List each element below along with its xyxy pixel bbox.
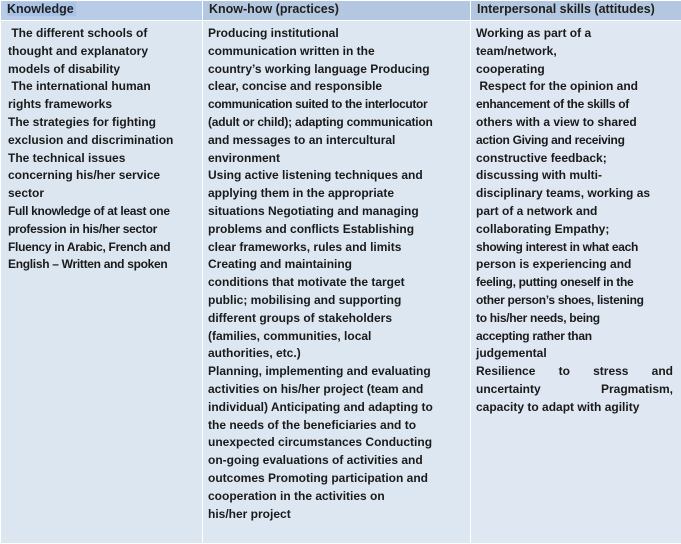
knowledge-line: concerning his/her service <box>8 168 161 183</box>
knowledge-line: The different schools of <box>8 26 148 40</box>
knowhow-line: problems and conflicts Establishing <box>208 221 415 236</box>
knowhow-line: authorities, etc.) <box>208 346 301 361</box>
knowhow-line: Planning, implementing and evaluating <box>208 364 431 379</box>
header-knowledge-label: Knowledge <box>7 2 74 16</box>
knowledge-cell <box>1 21 203 544</box>
knowledge-line: The international human <box>8 79 151 94</box>
interpersonal-line: enhancement of the skills of <box>476 97 629 112</box>
header-knowledge <box>1 1 203 21</box>
interpersonal-line: team/network, <box>476 43 557 58</box>
interpersonal-line: to his/her needs, being <box>476 310 600 325</box>
knowledge-line: models of disability <box>8 61 121 76</box>
interpersonal-cell <box>471 21 681 544</box>
knowledge-line: English – Written and spoken <box>8 257 168 272</box>
knowhow-line: communication written in the <box>208 43 375 58</box>
knowhow-line: different groups of stakeholders <box>208 310 393 325</box>
interpersonal-line: Working as part of a <box>476 26 592 40</box>
interpersonal-line: others with a view to shared <box>476 114 637 129</box>
interpersonal-justified-line: uncertainty Pragmatism, <box>476 381 673 396</box>
interpersonal-line: person is experiencing and <box>476 257 632 272</box>
interpersonal-line: action Giving and receiving <box>476 132 625 147</box>
knowhow-cell <box>203 21 471 544</box>
knowledge-line: rights frameworks <box>8 97 113 112</box>
interpersonal-line: disciplinary teams, working as <box>476 186 651 201</box>
knowhow-line: (adult or child); adapting communication <box>208 114 433 129</box>
header-interpersonal: Interpersonal skills (attitudes) <box>471 1 681 21</box>
knowhow-line: cooperation in the activities on <box>208 488 385 503</box>
interpersonal-line: other person’s shoes, listening <box>476 292 644 307</box>
knowhow-line: activities on his/her project (team and <box>208 381 424 396</box>
interpersonal-line: collaborating Empathy; <box>476 221 610 236</box>
knowhow-line: individual) Anticipating and adapting to <box>208 399 433 414</box>
knowhow-line: applying them in the appropriate <box>208 186 395 201</box>
header-row <box>1 1 681 21</box>
knowhow-line: Creating and maintaining <box>208 257 353 272</box>
knowhow-line: on-going evaluations of activities and <box>208 453 423 468</box>
knowhow-line: Producing institutional <box>208 26 339 40</box>
interpersonal-line: accepting rather than <box>476 328 592 343</box>
knowhow-line: public; mobilising and supporting <box>208 292 402 307</box>
knowledge-line: Fluency in Arabic, French and <box>8 239 171 254</box>
interpersonal-line: cooperating <box>476 61 545 76</box>
knowhow-line: and messages to an intercultural <box>208 132 396 147</box>
knowhow-line: (families, communities, local <box>208 328 372 343</box>
knowledge-line: The strategies for fighting <box>8 114 157 129</box>
interpersonal-line: feeling, putting oneself in the <box>476 275 634 290</box>
knowledge-line: sector <box>8 186 45 201</box>
knowhow-line: environment <box>208 150 281 165</box>
knowhow-line: unexpected circumstances Conducting <box>208 435 433 450</box>
knowledge-line: The technical issues <box>8 150 126 165</box>
knowhow-line: his/her project <box>208 506 291 521</box>
knowhow-line: outcomes Promoting participation and <box>208 470 429 485</box>
interpersonal-line: Respect for the opinion and <box>476 79 639 94</box>
knowhow-line: clear, concise and responsible <box>208 79 383 94</box>
knowhow-line: country’s working language Producing <box>208 61 430 76</box>
interpersonal-line: capacity to adapt with agility <box>476 399 640 414</box>
knowhow-line: communication suited to the interlocutor <box>208 97 428 112</box>
knowhow-line: the needs of the beneficiaries and to <box>208 417 417 432</box>
knowhow-line: situations Negotiating and managing <box>208 203 419 218</box>
interpersonal-justified-line: Resilience to stress and <box>476 364 673 379</box>
header-knowhow: Know-how (practices) <box>203 1 471 21</box>
knowhow-line: Using active listening techniques and <box>208 168 423 183</box>
knowledge-line: Full knowledge of at least one <box>8 203 170 218</box>
content-row <box>1 21 681 544</box>
knowhow-line: clear frameworks, rules and limits <box>208 239 402 254</box>
knowledge-line: exclusion and discrimination <box>8 132 174 147</box>
interpersonal-line: judgemental <box>476 346 547 361</box>
knowledge-line: thought and explanatory <box>8 43 149 58</box>
interpersonal-line: showing interest in what each <box>476 239 638 254</box>
interpersonal-line: part of a network and <box>476 203 598 218</box>
knowledge-line: profession in his/her sector <box>8 221 157 236</box>
interpersonal-line: discussing with multi- <box>476 168 603 183</box>
knowhow-line: conditions that motivate the target <box>208 275 405 290</box>
interpersonal-line: constructive feedback; <box>476 150 607 165</box>
